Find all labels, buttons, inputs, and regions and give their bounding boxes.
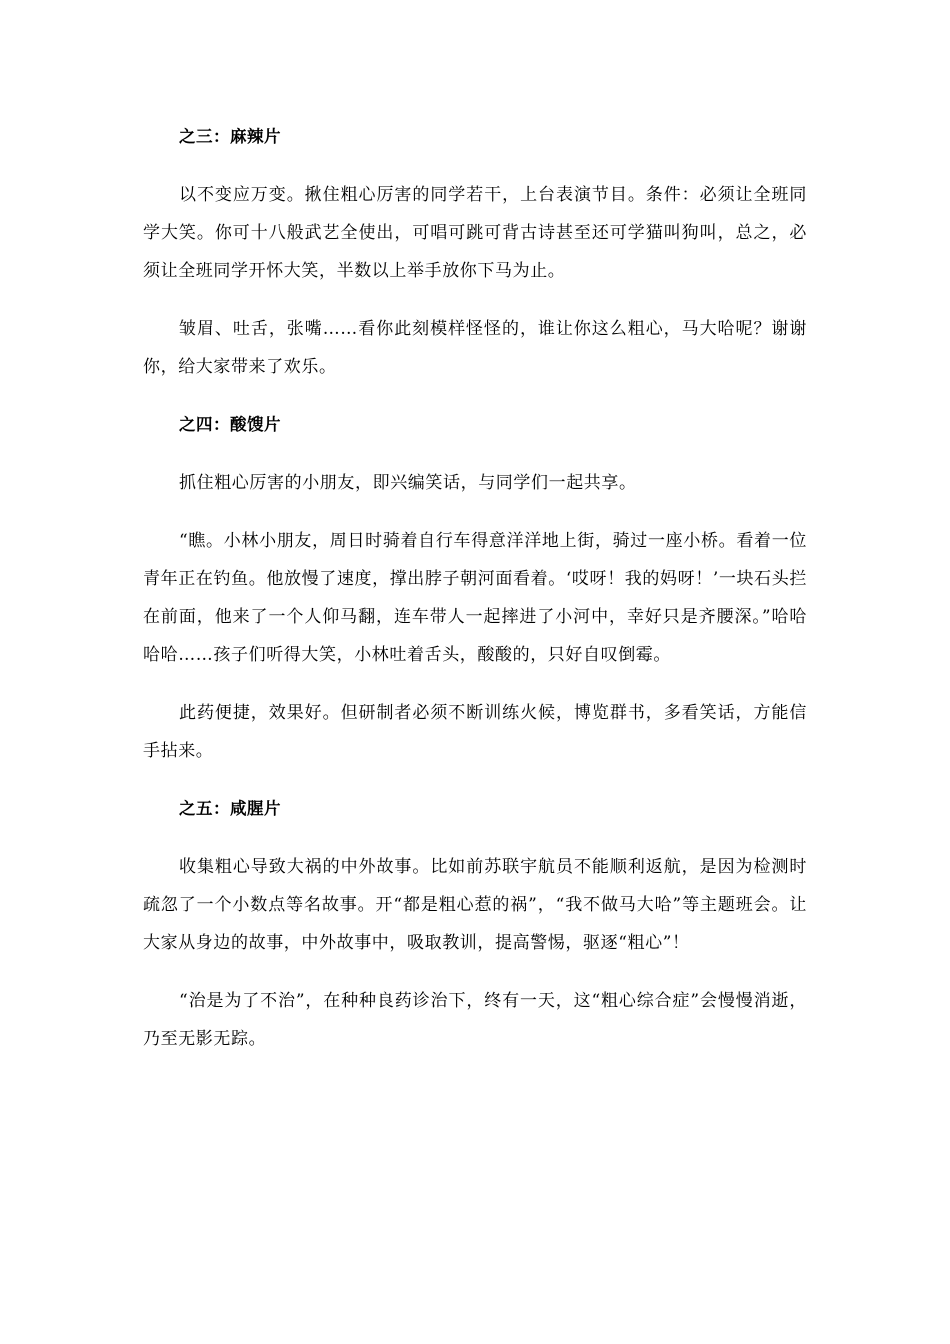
- section-heading-5: 之五：咸腥片: [179, 799, 281, 818]
- section-heading-4: 之四：酸馊片: [179, 415, 281, 434]
- section-heading-3: 之三：麻辣片: [179, 127, 281, 146]
- paragraph: 以不变应万变。揪住粗心厉害的同学若干，上台表演节目。条件：必须让全班同学大笑。你可十八般武艺全使出，可唱可跳可背古诗甚至还可学猫叫狗叫，总之，必须让全班同学开怀大笑，半数以上举手放你下马为止。: [143, 185, 807, 281]
- paragraph: 抓住粗心厉害的小朋友，即兴编笑话，与同学们一起共享。: [179, 473, 637, 493]
- paragraph: 此药便捷，效果好。但研制者必须不断训练火候，博览群书，多看笑话，方能信手拈来。: [143, 703, 807, 761]
- paragraph: 皱眉、吐舌，张嘴……看你此刻模样怪怪的，谁让你这么粗心，马大哈呢？谢谢你，给大家带来了欢乐。: [143, 319, 807, 377]
- paragraph: “瞧。小林小朋友，周日时骑着自行车得意洋洋地上街，骑过一座小桥。看着一位青年正在钓鱼。他放慢了速度，撑出脖子朝河面看着。‘哎呀！我的妈呀！’一块石头拦在前面，他来了一个人仰马翻，连车带人一起摔进了小河中，幸好只是齐腰深。”哈哈哈哈……孩子们听得大笑，小林吐着舌头，酸酸的，只好自叹倒霉。: [143, 531, 807, 665]
- document-page: [143, 118, 807, 1058]
- paragraph: “治是为了不治”，在种种良药诊治下，终有一天，这“粗心综合症”会慢慢消逝，乃至无影无踪。: [143, 991, 807, 1049]
- paragraph: 收集粗心导致大祸的中外故事。比如前苏联宇航员不能顺利返航，是因为检测时疏忽了一个小数点等名故事。开“都是粗心惹的祸”，“我不做马大哈”等主题班会。让大家从身边的故事，中外故事中，吸取教训，提高警惕，驱逐“粗心”！: [143, 857, 807, 953]
